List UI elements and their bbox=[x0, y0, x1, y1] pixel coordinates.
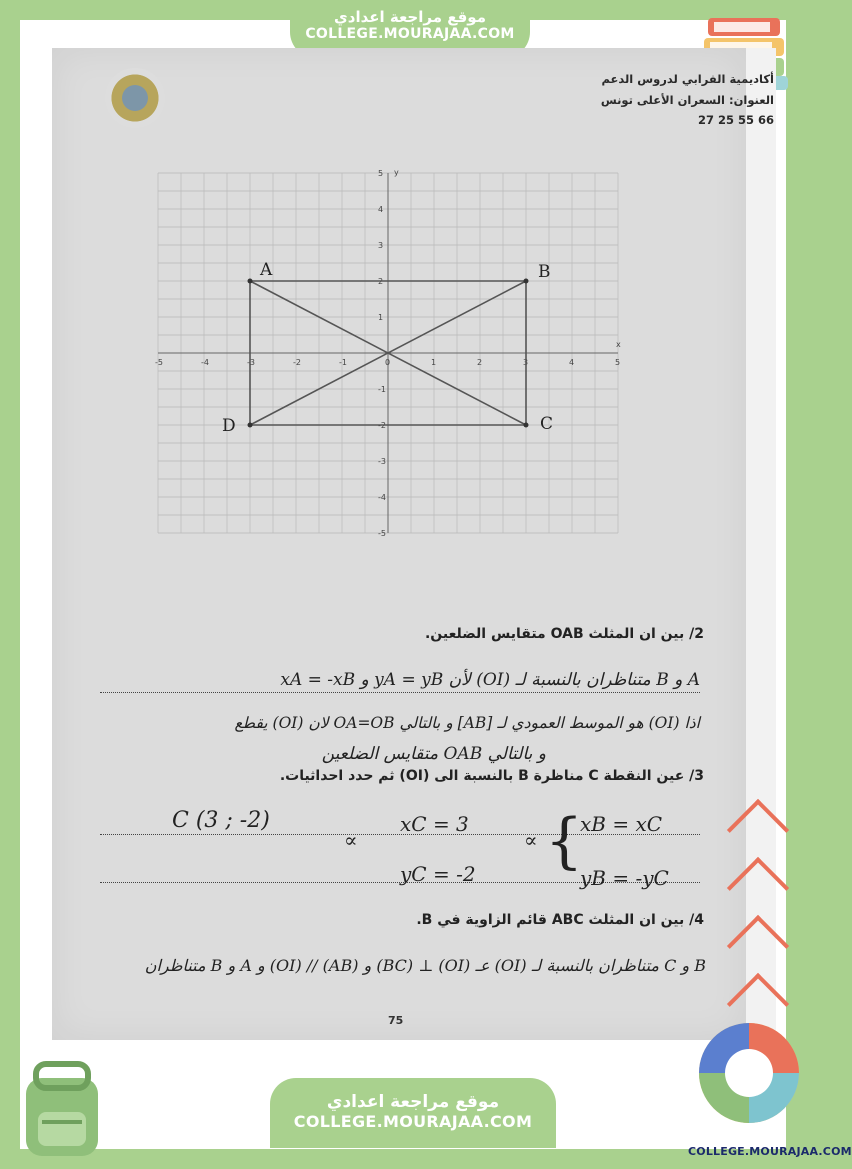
site-url[interactable]: COLLEGE.MOURAJAA.COM bbox=[293, 1112, 533, 1131]
point-b bbox=[524, 279, 529, 284]
x-tick-label: 1 bbox=[431, 358, 437, 367]
y-tick-label: 2 bbox=[378, 277, 384, 286]
academy-name: أكاديمية الفرابي لدروس الدعم bbox=[601, 72, 774, 86]
question-2: 2/ بين ان المثلث OAB متقايس الضلعين. bbox=[424, 626, 704, 642]
x-tick-label: 2 bbox=[477, 358, 483, 367]
site-name: موقع مراجعة اعدادي bbox=[334, 8, 486, 26]
x-tick-label: 4 bbox=[569, 358, 575, 367]
x-axis-label: x bbox=[616, 340, 621, 349]
system-brace: { bbox=[545, 806, 584, 876]
coordinate-graph bbox=[145, 165, 635, 550]
site-badge-bottom[interactable] bbox=[270, 1078, 556, 1148]
point-label-b: B bbox=[538, 262, 551, 282]
y-tick-label: -5 bbox=[378, 529, 386, 538]
y-tick-label: 3 bbox=[378, 241, 384, 250]
answer-q3-yc: yC = -2 bbox=[400, 862, 476, 886]
x-tick-label: -2 bbox=[293, 358, 301, 367]
because-symbol: ∝ bbox=[524, 828, 538, 852]
answer-q2-line1: A و B متناظران بالنسبة لـ (OI) لأن yA = yB و xA = -xB bbox=[280, 670, 700, 690]
x-tick-label: -1 bbox=[339, 358, 347, 367]
answer-q2-line2: اذا (OI) هو الموسط العمودي لـ [AB] و بالتالي OA=OB لان (OI) يقطع bbox=[234, 714, 700, 732]
x-tick-label: 0 bbox=[385, 358, 391, 367]
page-number: 75 bbox=[388, 1014, 404, 1027]
answer-q3-point: C (3 ; -2) bbox=[172, 808, 270, 833]
y-tick-label: -1 bbox=[378, 385, 386, 394]
x-tick-label: 3 bbox=[523, 358, 529, 367]
answer-line bbox=[100, 692, 700, 693]
academy-logo bbox=[105, 68, 165, 128]
site-url-footer[interactable]: COLLEGE.MOURAJAA.COM bbox=[688, 1145, 852, 1158]
academy-address: العنوان: السعران الأعلى تونس bbox=[600, 93, 774, 107]
question-3: 3/ عين النقطة C مناظرة B بالنسبة الى (OI) ثم حدد احداثيات. bbox=[279, 768, 704, 784]
y-tick-label: 1 bbox=[378, 313, 384, 322]
y-tick-label: 4 bbox=[378, 205, 384, 214]
site-logo-icon[interactable] bbox=[694, 1018, 804, 1128]
point-d bbox=[248, 423, 253, 428]
point-label-c: C bbox=[540, 414, 554, 434]
x-tick-label: -4 bbox=[201, 358, 209, 367]
y-tick-label: -2 bbox=[378, 421, 386, 430]
academy-phone: 27 25 55 66 bbox=[697, 113, 774, 127]
y-tick-label: -3 bbox=[378, 457, 386, 466]
site-name: موقع مراجعة اعدادي bbox=[326, 1092, 500, 1112]
x-tick-label: -3 bbox=[247, 358, 255, 367]
point-label-a: A bbox=[260, 260, 273, 280]
answer-q3-xc: xC = 3 bbox=[400, 812, 469, 836]
answer-q3-xb: xB = xC bbox=[580, 812, 663, 836]
y-axis-label: y bbox=[394, 168, 399, 177]
point-c bbox=[524, 423, 529, 428]
point-a bbox=[248, 279, 253, 284]
site-url[interactable]: COLLEGE.MOURAJAA.COM bbox=[305, 26, 515, 42]
y-tick-label: -4 bbox=[378, 493, 386, 502]
y-tick-label: 5 bbox=[378, 169, 384, 178]
question-4: 4/ بين ان المثلث ABC قائم الزاوية في B. bbox=[416, 912, 704, 928]
answer-q3-yb: yB = -yC bbox=[580, 866, 669, 890]
answer-q4: B و C متناظران بالنسبة لـ (OI) عـ (OI) ⊥ (BC) و (AB) // (OI) و A و B متناظران bbox=[144, 956, 706, 975]
answer-q2-line3: و بالتالي OAB متقايس الضلعين bbox=[321, 744, 546, 764]
point-label-d: D bbox=[222, 416, 236, 436]
x-tick-label: -5 bbox=[155, 358, 163, 367]
backpack-icon bbox=[14, 1058, 110, 1160]
therefore-symbol: ∝ bbox=[344, 828, 358, 852]
x-tick-label: 5 bbox=[615, 358, 621, 367]
